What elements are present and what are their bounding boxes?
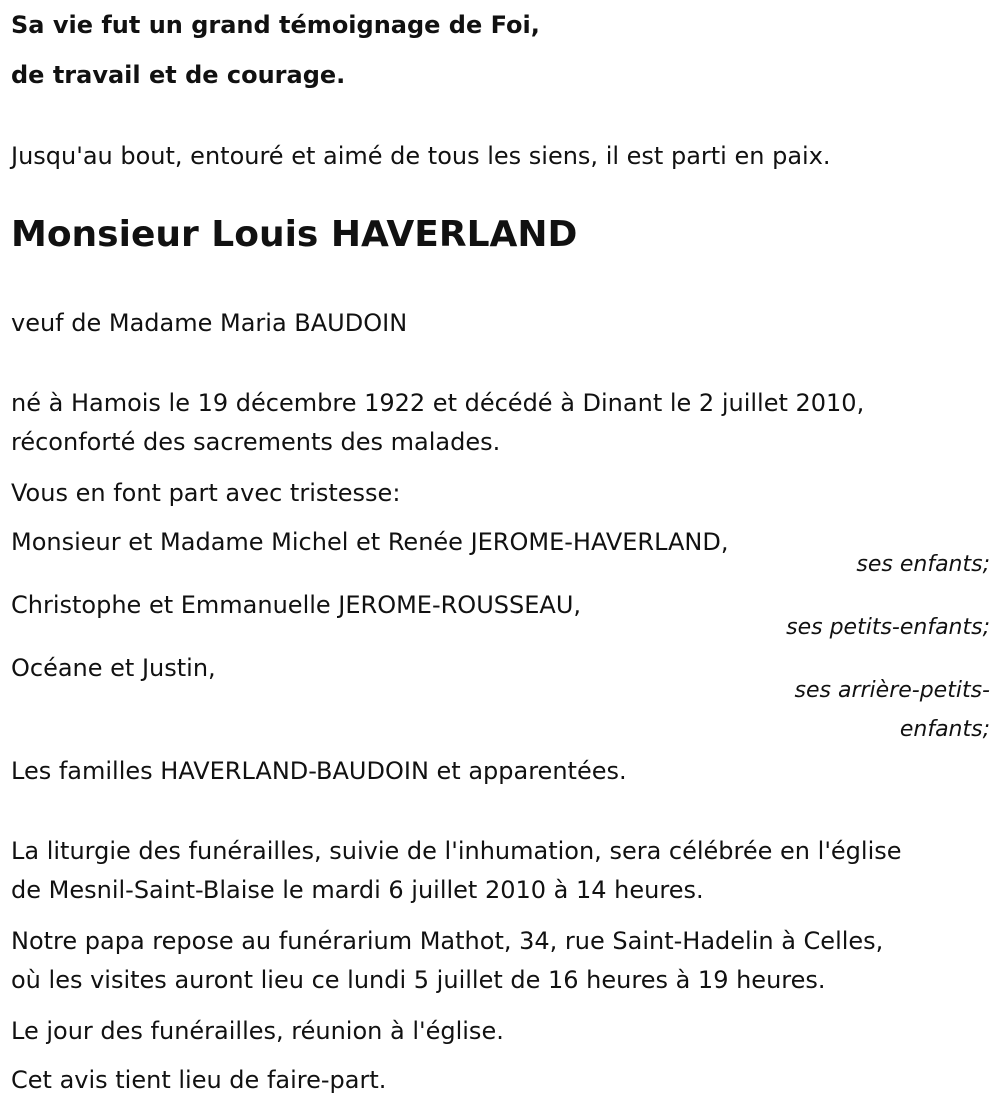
quote-line-1: Sa vie fut un grand témoignage de Foi,	[11, 11, 540, 39]
family-greatgrandchildren-names: Océane et Justin,	[11, 654, 216, 682]
families-line: Les familles HAVERLAND-BAUDOIN et apparentées.	[11, 757, 627, 785]
family-children-relation: ses enfants;	[856, 552, 990, 577]
meeting-text: Le jour des funérailles, réunion à l'église.	[11, 1017, 504, 1045]
quote-line-2: de travail et de courage.	[11, 61, 346, 89]
notice-text: Cet avis tient lieu de faire-part.	[11, 1066, 387, 1094]
family-greatgrandchildren-relation-line-2: enfants;	[899, 717, 990, 742]
family-greatgrandchildren-relation-line-1: ses arrière-petits-	[794, 678, 990, 703]
birth-death-line-2: réconforté des sacrements des malades.	[11, 428, 501, 456]
funeral-line-2: de Mesnil-Saint-Blaise le mardi 6 juillet 2010 à 14 heures.	[11, 876, 704, 904]
rest-line-1: Notre papa repose au funérarium Mathot, 34, rue Saint-Hadelin à Celles,	[11, 927, 884, 955]
family-children-names: Monsieur et Madame Michel et Renée JEROME-HAVERLAND,	[11, 528, 729, 556]
announce-text: Vous en font part avec tristesse:	[11, 479, 401, 507]
rest-line-2: où les visites auront lieu ce lundi 5 juillet de 16 heures à 19 heures.	[11, 966, 826, 994]
funeral-line-1: La liturgie des funérailles, suivie de l'inhumation, sera célébrée en l'église	[11, 837, 902, 865]
family-grandchildren-names: Christophe et Emmanuelle JEROME-ROUSSEAU,	[11, 591, 582, 619]
family-grandchildren-relation: ses petits-enfants;	[786, 615, 990, 640]
birth-death-line-1: né à Hamois le 19 décembre 1922 et décédé à Dinant le 2 juillet 2010,	[11, 389, 865, 417]
widower-of-text: veuf de Madame Maria BAUDOIN	[11, 309, 408, 337]
intro-text: Jusqu'au bout, entouré et aimé de tous les siens, il est parti en paix.	[11, 142, 831, 170]
deceased-name: Monsieur Louis HAVERLAND	[11, 214, 578, 255]
